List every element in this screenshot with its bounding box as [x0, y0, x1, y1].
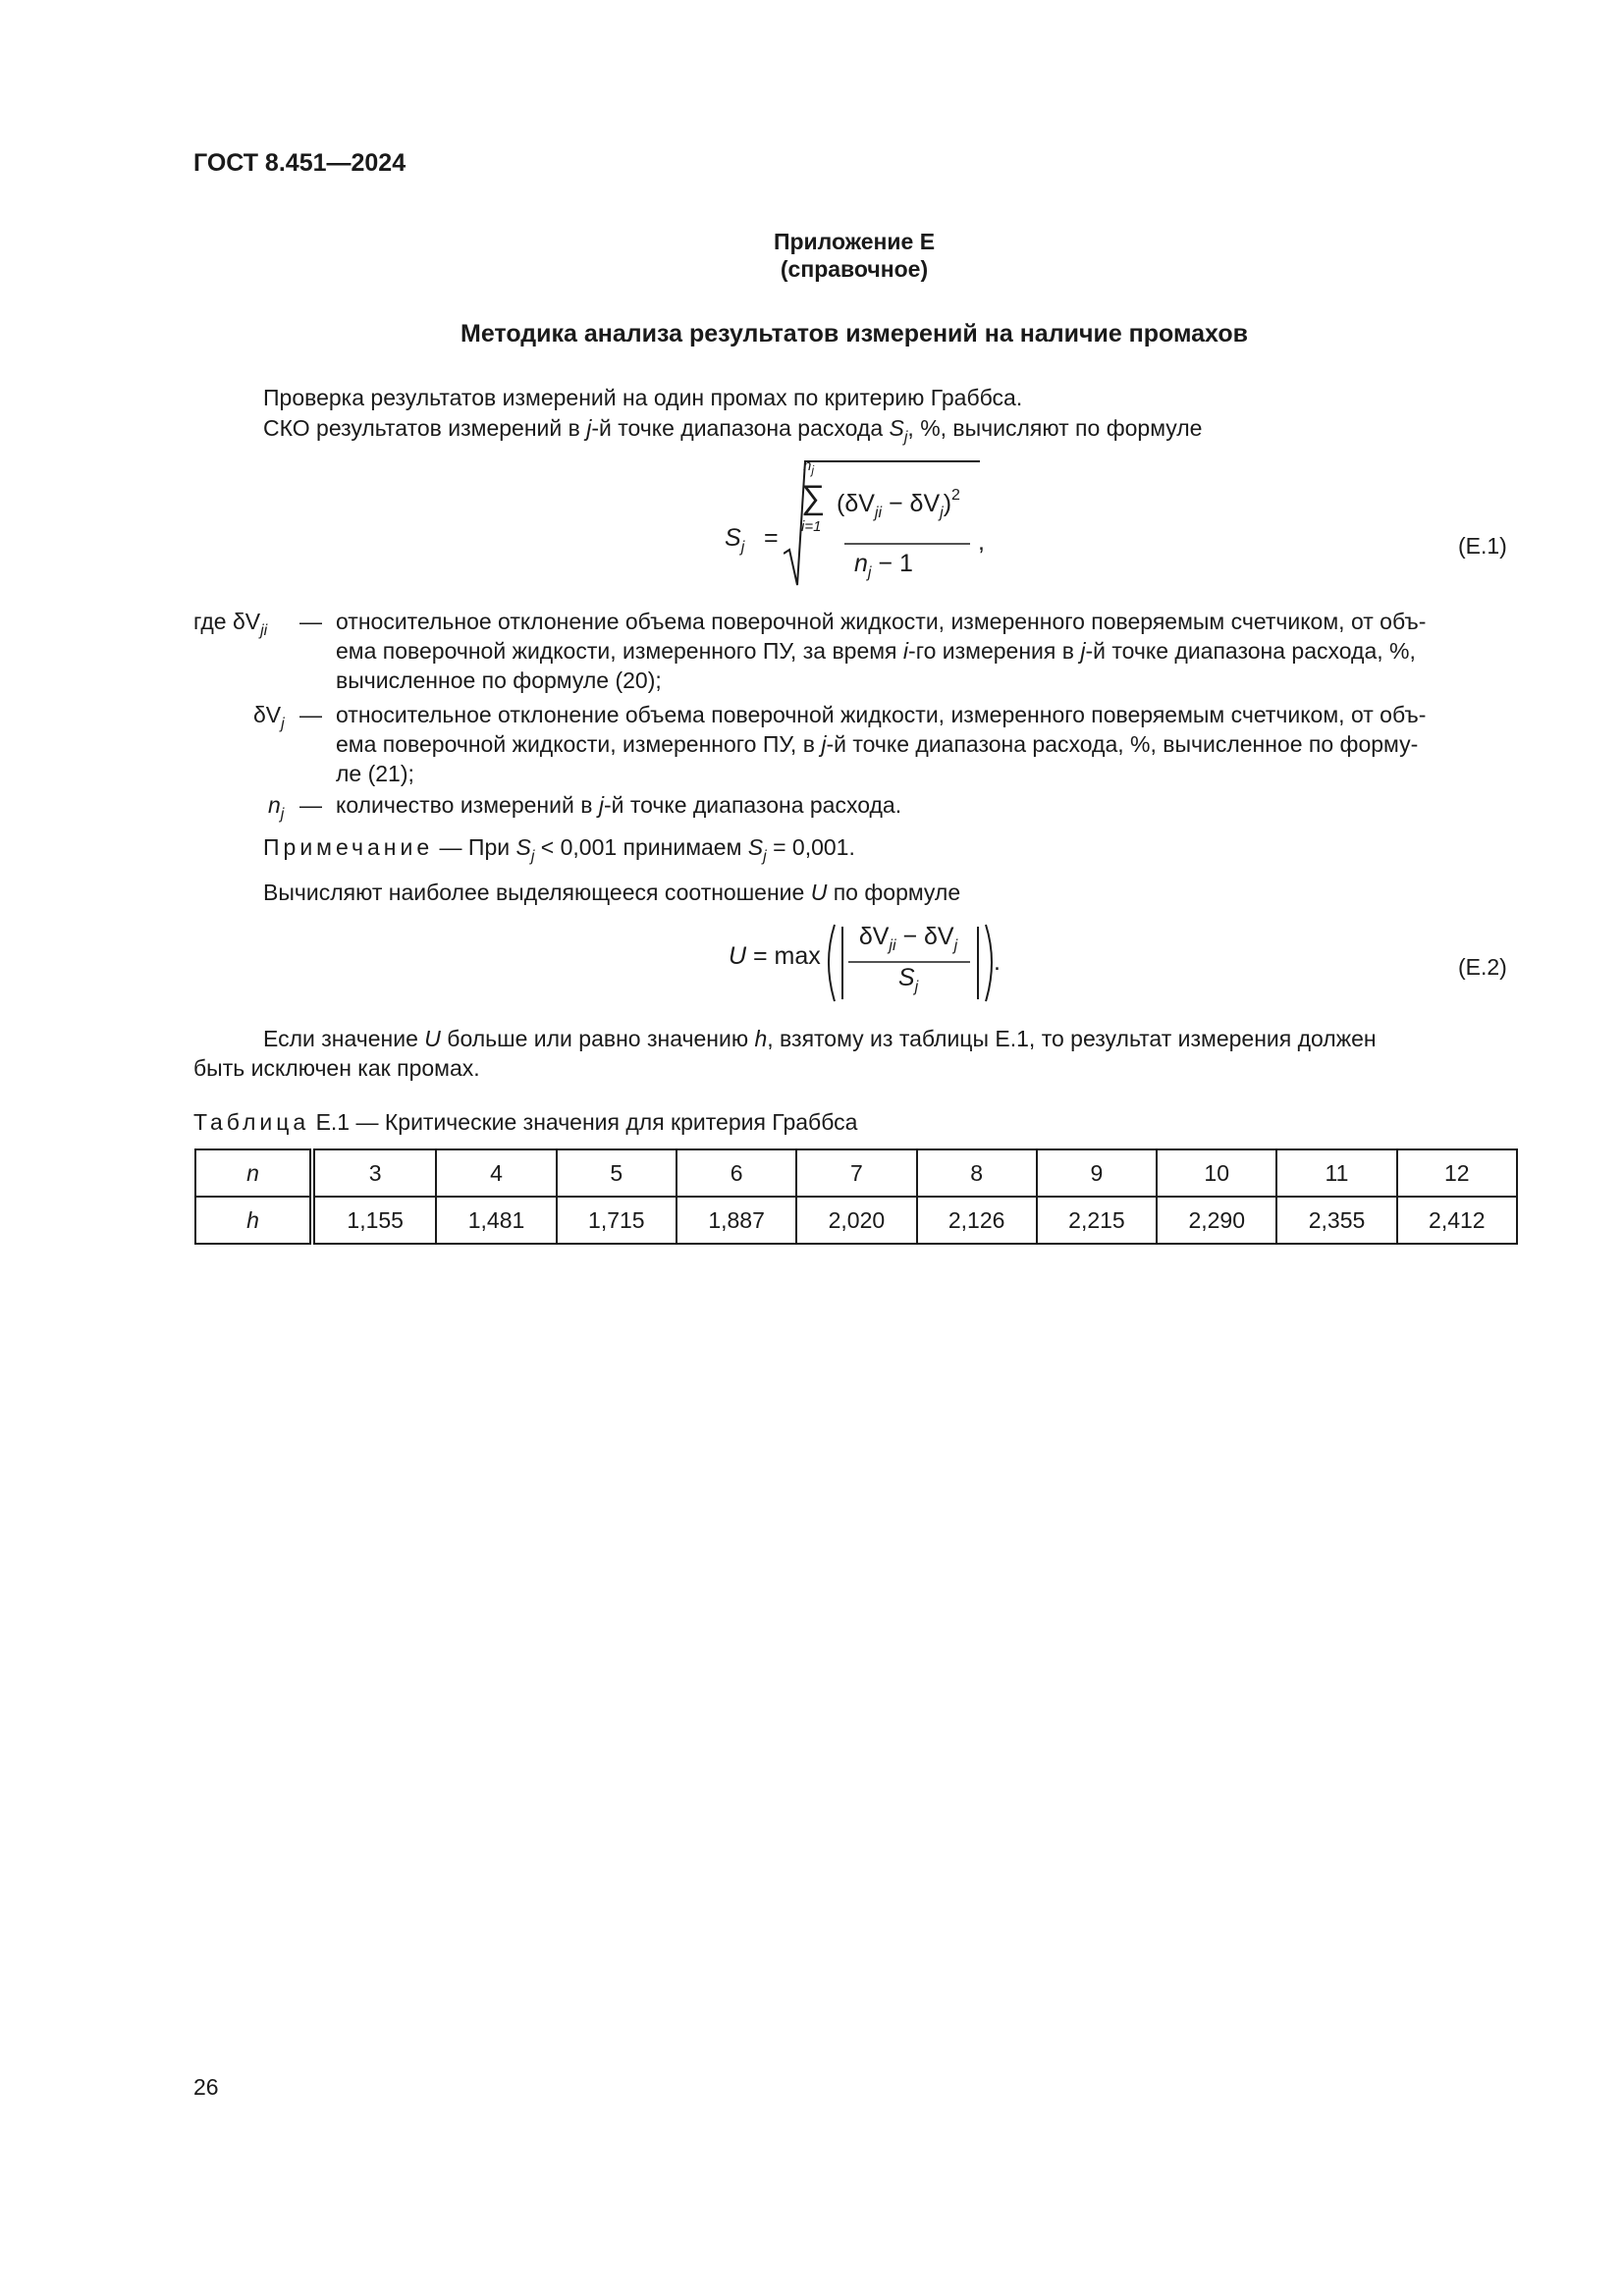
table-cell: 6: [677, 1149, 796, 1197]
table-cell: 2,290: [1157, 1197, 1276, 1244]
table-cell: 12: [1397, 1149, 1517, 1197]
definition-1-dash: —: [299, 609, 322, 634]
formula-e2-number: (Е.2): [1458, 954, 1507, 980]
row-header-h: h: [195, 1197, 312, 1244]
table-cell: 7: [796, 1149, 916, 1197]
definition-3-symbol: $n_j$: [268, 792, 285, 823]
definition-2-text: относительное отклонение объема поверочной жидкости, измеренного поверяемым счетчиком, от объ- ема поверочной жидкости, измеренного ПУ, в j-й точке диапазона расхода, %, вычисленное по форму- ле (21);: [336, 702, 1427, 786]
document-code: ГОСТ 8.451—2024: [193, 149, 406, 177]
formula-e2-denominator: $S_j$: [897, 964, 919, 995]
table-cell: 1,715: [557, 1197, 677, 1244]
table-cell: 5: [557, 1149, 677, 1197]
table-cell: 11: [1276, 1149, 1396, 1197]
grubbs-critical-values-table: [194, 1148, 1518, 1245]
table-cell: 2,215: [1037, 1197, 1157, 1244]
table-cell: 1,481: [436, 1197, 556, 1244]
section-title: Методика анализа результатов измерений на наличие промахов: [460, 320, 1248, 347]
formula-e1-number: (Е.1): [1458, 533, 1507, 559]
table-cell: 8: [917, 1149, 1037, 1197]
formula-e1-denominator: $n_j - 1$: [854, 550, 913, 581]
definition-1-text: относительное отклонение объема поверочной жидкости, измеренного поверяемым счетчиком, от объ- ема поверочной жидкости, измеренного ПУ, за время i-го измерения в j-й точке диапазона расхода, %, вычисленное по формуле (20);: [336, 609, 1427, 693]
definitions-where: где $\delta V_{ji}$: [193, 609, 268, 639]
table-row-h: [195, 1197, 1517, 1244]
definition-2-symbol: $\delta V_j$: [253, 702, 285, 732]
definition-3-dash: —: [299, 792, 322, 818]
table-cell: 2,412: [1397, 1197, 1517, 1244]
annex-type: (справочное): [780, 256, 929, 282]
table-cell: 2,355: [1276, 1197, 1396, 1244]
sum-upper-limit: $n_j$: [803, 457, 815, 477]
formula-e1-equals: =: [764, 524, 779, 552]
annex-title: Приложение Е: [773, 229, 936, 254]
formula-e1-lhs: $S_j$: [725, 524, 745, 556]
formula-e2-lhs: U = max: [729, 942, 821, 970]
table-cell: 1,887: [677, 1197, 796, 1244]
table-cell: 2,126: [917, 1197, 1037, 1244]
page-number: 26: [193, 2074, 219, 2100]
table-cell: 2,020: [796, 1197, 916, 1244]
conclusion-text: Если значение U больше или равно значению h, взятому из таблицы Е.1, то результат измерения должен быть исключен как промах.: [193, 1026, 1377, 1081]
definition-3-text: количество измерений в j-й точке диапазона расхода.: [336, 792, 902, 818]
sum-symbol: ∑: [801, 479, 826, 516]
table-cell: 9: [1037, 1149, 1157, 1197]
formula-e1-numerator: $(\delta V_{ji} - \delta V_j)^2$: [837, 487, 960, 521]
formula-e1: $S_j$ = $n_j$ ∑ i=1 $(\delta V_{ji} - \delta V_j)^2$ $n_j - 1$ ,: [725, 450, 990, 597]
row-header-n: n: [195, 1149, 312, 1197]
intro-line-1: Проверка результатов измерений на один промах по критерию Граббса.: [263, 385, 1023, 410]
table-cell: 10: [1157, 1149, 1276, 1197]
table-cell: 4: [436, 1149, 556, 1197]
definition-2-dash: —: [299, 702, 322, 727]
calc-line: Вычисляют наиболее выделяющееся соотношение U по формуле: [263, 880, 961, 905]
table-cell: 1,155: [312, 1197, 436, 1244]
table-row-n: [195, 1149, 1517, 1197]
formula-e2: U = max $\delta V_{ji} - \delta V_j$ $S_j$ .: [729, 923, 1003, 1001]
intro-line-2: СКО результатов измерений в j-й точке диапазона расхода $S_j$, %, вычисляют по формуле: [263, 415, 1203, 446]
table-caption: Таблица Е.1 — Критические значения для критерия Граббса: [193, 1109, 858, 1135]
formula-e2-numerator: $\delta V_{ji} - \delta V_j$: [858, 923, 958, 954]
table-cell: 3: [312, 1149, 436, 1197]
note: Примечание — При $S_j < 0,001$ принимаем $S_j = 0,001$.: [263, 834, 855, 865]
sum-lower-limit: i=1: [801, 518, 822, 535]
